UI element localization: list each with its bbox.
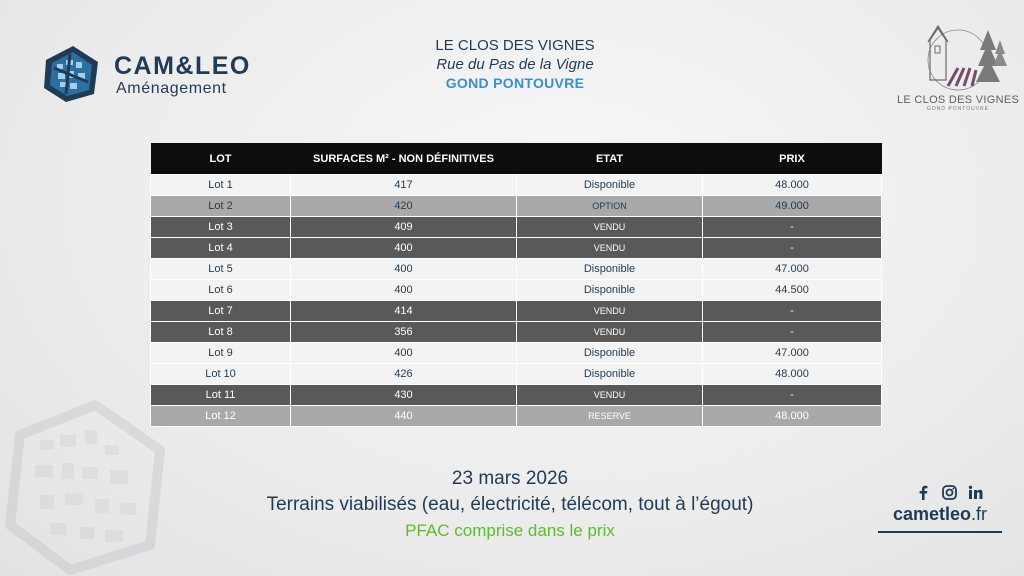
header-surface: SURFACES M² - NON DÉFINITIVES (291, 143, 517, 175)
cell-surface: 430 (291, 385, 517, 406)
table-row (151, 196, 882, 217)
lots-table (150, 143, 882, 427)
cell-surface: 400 (291, 259, 517, 280)
cell-lot: Lot 3 (151, 217, 291, 238)
table-row (151, 238, 882, 259)
table-row (151, 364, 882, 385)
cell-lot: Lot 7 (151, 301, 291, 322)
cell-lot: Lot 9 (151, 343, 291, 364)
footer-date: 23 mars 2026 (451, 468, 569, 489)
cell-etat: OPTION (517, 196, 703, 217)
cell-surface: 426 (291, 364, 517, 385)
project-title: LE CLOS DES VIGNES (435, 37, 595, 54)
cell-etat: Disponible (517, 280, 703, 301)
cell-prix: 48.000 (703, 364, 882, 385)
table-row (151, 217, 882, 238)
cell-prix: 48.000 (703, 406, 882, 427)
logo-map-icon (40, 42, 102, 104)
site-name: cametleo (892, 504, 972, 524)
cell-prix: 44.500 (703, 280, 882, 301)
cell-prix: - (703, 385, 882, 406)
table-row (151, 322, 882, 343)
cell-surface: 440 (291, 406, 517, 427)
cell-prix: 47.000 (703, 343, 882, 364)
cell-etat: VENDU (517, 322, 703, 343)
cell-lot: Lot 8 (151, 322, 291, 343)
site-tld: .fr (971, 504, 988, 524)
cell-surface: 417 (291, 175, 517, 196)
table-row (151, 385, 882, 406)
project-city: GOND PONTOUVRE (445, 75, 585, 91)
table-header-row (151, 143, 882, 175)
cell-prix: - (703, 301, 882, 322)
cell-etat: RESERVE (517, 406, 703, 427)
table-row (151, 259, 882, 280)
footer-pfac: PFAC comprise dans le prix (405, 521, 615, 540)
footer-terrains: Terrains viabilisés (eau, électricité, télécom, tout à l’égout) (266, 494, 754, 515)
project-street: Rue du Pas de la Vigne (436, 56, 594, 73)
cell-prix: - (703, 238, 882, 259)
header-lot: LOT (151, 143, 291, 175)
cell-lot: Lot 2 (151, 196, 291, 217)
cell-lot: Lot 10 (151, 364, 291, 385)
cell-prix: 49.000 (703, 196, 882, 217)
table-row (151, 280, 882, 301)
site-underline (878, 531, 1002, 533)
website-link[interactable] (884, 504, 996, 525)
cell-lot: Lot 5 (151, 259, 291, 280)
cam-leo-logo (40, 42, 270, 104)
cell-etat: Disponible (517, 343, 703, 364)
clos-des-vignes-brand (897, 20, 1019, 120)
header-etat: ETAT (517, 143, 703, 175)
instagram-icon[interactable] (941, 484, 957, 500)
brand-subtitle: GOND PONTOUVRE (927, 106, 989, 112)
logo-subtitle: Aménagement (116, 80, 227, 97)
cell-lot: Lot 6 (151, 280, 291, 301)
vineyard-logo-icon (908, 20, 1008, 92)
table-row (151, 343, 882, 364)
cell-etat: Disponible (517, 259, 703, 280)
cell-etat: VENDU (517, 301, 703, 322)
cell-lot: Lot 1 (151, 175, 291, 196)
logo-name: CAM&LEO (114, 52, 251, 80)
cell-prix: - (703, 322, 882, 343)
cell-prix: - (703, 217, 882, 238)
decorative-map-graphic (0, 395, 175, 576)
cell-surface: 420 (291, 196, 517, 217)
cell-surface: 356 (291, 322, 517, 343)
table-row (151, 301, 882, 322)
cell-etat: Disponible (517, 175, 703, 196)
cell-surface: 400 (291, 280, 517, 301)
cell-surface: 409 (291, 217, 517, 238)
social-icons (902, 484, 996, 500)
table-row (151, 175, 882, 196)
table-row (151, 406, 882, 427)
cell-surface: 400 (291, 238, 517, 259)
cell-etat: Disponible (517, 364, 703, 385)
cell-surface: 400 (291, 343, 517, 364)
social-block (884, 484, 996, 533)
cell-prix: 48.000 (703, 175, 882, 196)
footer-info (210, 466, 810, 544)
header-prix: PRIX (703, 143, 882, 175)
cell-lot: Lot 11 (151, 385, 291, 406)
cell-lot: Lot 12 (151, 406, 291, 427)
cell-etat: VENDU (517, 238, 703, 259)
cell-prix: 47.000 (703, 259, 882, 280)
cell-surface: 414 (291, 301, 517, 322)
project-header (380, 36, 650, 93)
cell-etat: VENDU (517, 385, 703, 406)
cell-etat: VENDU (517, 217, 703, 238)
linkedin-icon[interactable] (967, 484, 983, 500)
cell-lot: Lot 4 (151, 238, 291, 259)
brand-name: LE CLOS DES VIGNES (897, 94, 1020, 106)
facebook-icon[interactable] (915, 484, 931, 500)
